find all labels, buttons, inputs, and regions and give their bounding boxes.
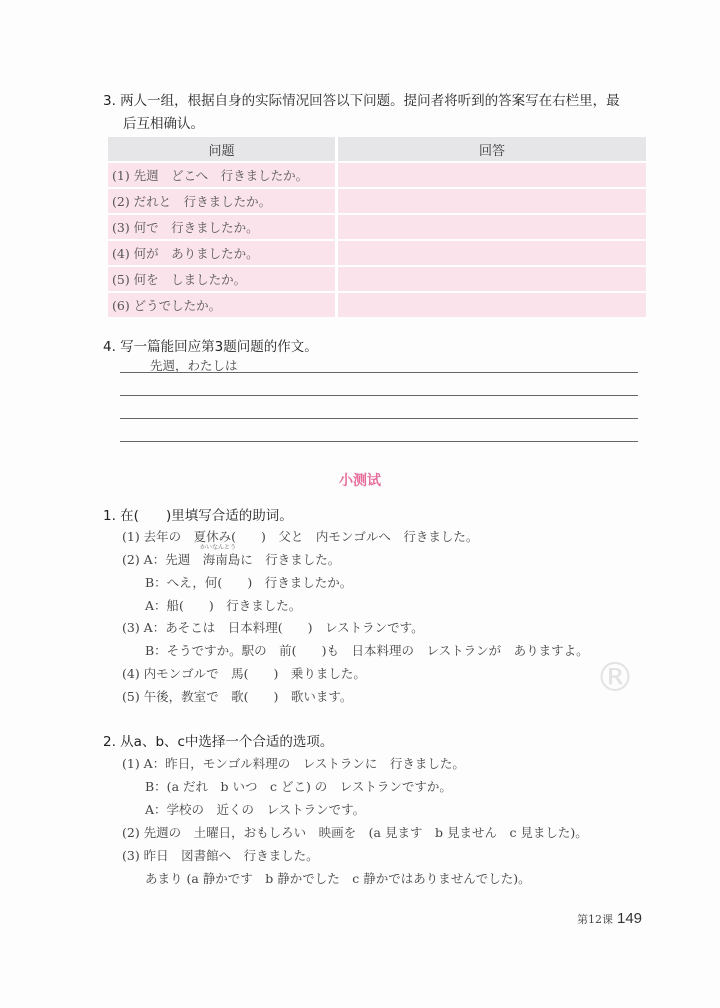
answer-cell[interactable]	[335, 293, 646, 317]
table-row	[108, 267, 646, 291]
furigana: かいなんとう	[200, 544, 237, 551]
quiz1-item: (3) A：あそこは 日本料理( ) レストランです。	[122, 620, 424, 635]
quiz1-title: 1. 在( )里填写合适的助词。	[103, 508, 293, 524]
question-cell: (4) 何が ありましたか。	[108, 241, 335, 265]
quiz2-title: 2. 从a、b、c中选择一个合适的选项。	[103, 734, 334, 750]
quiz-title: 小测试	[339, 473, 381, 489]
quiz2-item: (1) A：昨日，モンゴル料理の レストランに 行きました。	[122, 756, 465, 771]
table-row	[108, 163, 646, 187]
writing-line[interactable]	[120, 395, 638, 396]
question-cell: (1) 先週 どこへ 行きましたか。	[108, 163, 335, 187]
answer-cell[interactable]	[335, 215, 646, 239]
lesson-label: 第12课	[577, 913, 613, 926]
question-cell: (6) どうでしたか。	[108, 293, 335, 317]
question-cell: (3) 何で 行きましたか。	[108, 215, 335, 239]
answer-cell[interactable]	[335, 163, 646, 187]
table-row	[108, 215, 646, 239]
quiz2-item: A：学校の 近くの レストランです。	[145, 802, 366, 817]
answer-cell[interactable]	[335, 189, 646, 213]
writing-line[interactable]	[120, 372, 638, 373]
quiz2-item: B：(a だれ b いつ c どこ) の レストランですか。	[145, 779, 452, 794]
quiz2-item: (2) 先週の 土曜日，おもしろい 映画を (a 見ます b 見ません c 見ました)。	[122, 825, 588, 840]
answer-cell[interactable]	[335, 241, 646, 265]
table-row	[108, 293, 646, 317]
quiz2-item: (3) 昨日 図書館へ 行きました。	[122, 848, 319, 863]
question-cell: (2) だれと 行きましたか。	[108, 189, 335, 213]
q4-starter: 先週，わたしは	[150, 358, 238, 373]
q3-title-line2: 后互相确认。	[123, 116, 204, 132]
quiz1-item: (1) 去年の 夏休み( ) 父と 内モンゴルへ 行きました。	[122, 529, 479, 544]
page-footer	[577, 908, 642, 927]
quiz1-item: A：船( ) 行きました。	[145, 598, 302, 613]
question-cell: (5) 何を しましたか。	[108, 267, 335, 291]
q3-title-line1: 3. 两人一组，根据自身的实际情况回答以下问题。提问者将听到的答案写在右栏里，最	[103, 93, 620, 109]
quiz1-item: (4) 内モンゴルで 馬( ) 乗りました。	[122, 666, 366, 681]
writing-line[interactable]	[120, 418, 638, 419]
quiz1-item: B：へえ，何( ) 行きましたか。	[145, 575, 353, 590]
registered-watermark: ®	[595, 655, 635, 701]
col-answer: 回答	[335, 137, 646, 161]
q3-table	[108, 135, 646, 319]
quiz1-item: (2) A：先週 海南島に 行きました。	[122, 552, 341, 567]
q4-title: 4. 写一篇能回应第3题问题的作文。	[103, 339, 318, 355]
table-row	[108, 189, 646, 213]
answer-cell[interactable]	[335, 267, 646, 291]
quiz1-item: B：そうですか。駅の 前( )も 日本料理の レストランが ありますよ。	[145, 643, 589, 658]
page-number: 149	[617, 910, 643, 927]
writing-line[interactable]	[120, 441, 638, 442]
quiz1-item: (5) 午後，教室で 歌( ) 歌います。	[122, 689, 353, 704]
quiz2-item: あまり (a 静かです b 静かでした c 静かではありませんでした)。	[145, 871, 531, 886]
col-question: 问题	[108, 137, 335, 161]
table-row	[108, 241, 646, 265]
